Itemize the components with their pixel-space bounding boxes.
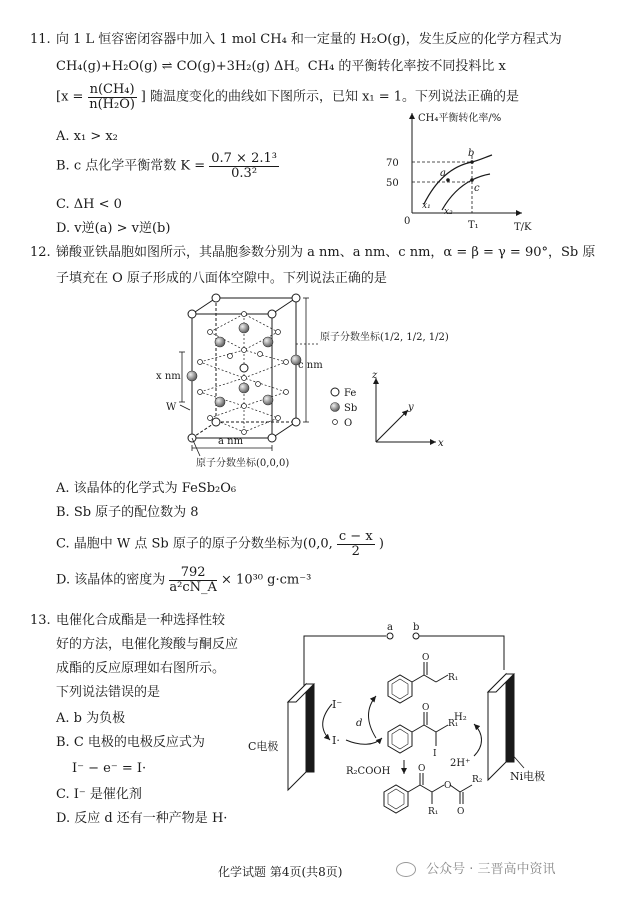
q12-coord-top: 原子分数坐标(1/2, 1/2, 1/2) (320, 332, 449, 343)
q12-option-b: B. Sb 原子的配位数为 8 (56, 505, 199, 520)
q12-option-d-unit: × 10³⁰ g·cm⁻³ (221, 572, 312, 588)
q12-c-label: c nm (298, 360, 323, 371)
q13-c-electrode-plate (288, 684, 314, 790)
q11-option-b (56, 152, 279, 180)
page-footer: 化学试题 第4页(共8页) (218, 865, 343, 879)
q13-option-c: C. I⁻ 是催化剂 (56, 787, 142, 802)
q13-iodine-radical: I· (332, 734, 340, 747)
q13-arrow-reduction (474, 724, 482, 756)
q13-c-electrode-label: C电极 (248, 740, 279, 753)
q13-ketone-r1: R₁ (448, 673, 459, 683)
q13-option-d: D. 反应 d 还有一种产物是 H· (56, 811, 228, 826)
q13-ester-carbonyl-oxygen: O (418, 764, 426, 774)
q11-equation: CH₄(g)+H₂O(g) ⇌ CO(g)+3H₂(g) ΔH。CH₄ 的平衡转化率按不同投料比 x (56, 59, 506, 74)
q11-stem-line1: 向 1 L 恒容密闭容器中加入 1 mol CH₄ 和一定量的 H₂O(g)，发生反应的化学方程式为 (56, 32, 562, 47)
q13-iodoketone-molecule (388, 712, 448, 753)
q13-terminal-a: a (387, 622, 393, 633)
q12-coordinate-axes (376, 378, 436, 442)
q11-label-x1: x₁ (422, 201, 431, 211)
q12-x-label: x nm (156, 371, 181, 382)
q11-label-a: a (440, 168, 446, 179)
q13-protons: 2H⁺ (450, 758, 471, 769)
q12-coord-bottom: 原子分数坐标(0,0,0) (196, 458, 290, 469)
q13-option-a: A. b 为负极 (56, 711, 126, 726)
q13-arrow-regenerate (369, 696, 377, 738)
q13-iodoketone-iodine: I (433, 749, 437, 759)
q11-point-c (470, 178, 474, 182)
q13-ni-electrode-label: Ni电极 (510, 770, 546, 783)
q13-option-b-equation: I⁻ − e⁻ = I· (72, 761, 147, 776)
q11-option-d: D. v逆(a) > v逆(b) (56, 221, 171, 236)
q11-ytick-70: 70 (386, 158, 399, 169)
q12-stem-line2: 子填充在 O 原子形成的八面体空隙中。下列说法正确的是 (56, 271, 387, 286)
q13-number: 13. (30, 613, 51, 628)
q12-option-c (56, 530, 384, 558)
q13-terminal-b: b (413, 622, 420, 633)
q11-number: 11. (30, 32, 51, 47)
q12-axis-y: y (408, 402, 414, 413)
q13-hydrogen: H₂ (454, 712, 467, 723)
q13-terminal-b-icon (413, 633, 419, 639)
q13-ketone-molecule (388, 662, 448, 703)
q11-conversion-graph (380, 108, 540, 238)
q12-option-d-denominator: a²cN_A (169, 579, 217, 595)
q13-option-b: B. C 电极的电极反应式为 (56, 735, 205, 750)
q13-ni-electrode-plate (488, 674, 514, 780)
q11-ratio-denominator: n(H₂O) (89, 96, 135, 112)
q12-a-label: a nm (218, 436, 244, 447)
q12-w-label: W (166, 402, 177, 413)
q12-legend-fe-icon (331, 388, 339, 396)
q11-xtick-t1: T₁ (468, 220, 479, 231)
q12-option-d-numerator: 792 (169, 566, 217, 581)
q12-option-d-text: D. 该晶体的密度为 (56, 572, 166, 588)
q13-stem-line3: 成酯的反应原理如右图所示。 (56, 661, 226, 676)
q11-ratio-suffix: ] 随温度变化的曲线如下图所示，已知 x₁ = 1。下列说法正确的是 (140, 89, 520, 105)
q13-ester-acyl-oxygen: O (457, 807, 465, 817)
q11-option-a: A. x₁ > x₂ (56, 129, 118, 144)
q11-label-b: b (468, 148, 475, 159)
q11-point-b (470, 160, 474, 164)
q11-y-axis-label: CH₄平衡转化率/% (418, 113, 502, 124)
q13-electrolysis-figure (248, 622, 588, 822)
q11-point-a (446, 178, 450, 182)
watermark (396, 862, 556, 877)
q12-option-c-text: C. 晶胞中 W 点 Sb 原子的原子分数坐标为(0,0, (56, 536, 333, 552)
watermark-text: 公众号 · 三晋高中资讯 (426, 862, 556, 877)
q12-option-d-fraction (169, 566, 217, 594)
q13-iodoketone-oxygen: O (422, 703, 430, 713)
q12-crystal-cell-figure (156, 292, 480, 472)
q12-option-a: A. 该晶体的化学式为 FeSb₂O₆ (56, 481, 237, 496)
q13-stem-line1: 电催化合成酯是一种选择性较 (56, 613, 226, 628)
q11-ytick-50: 50 (386, 178, 399, 189)
q12-axis-z: z (372, 370, 378, 381)
q13-ketone-oxygen: O (422, 653, 430, 663)
q12-legend-sb-icon (331, 403, 340, 412)
q11-label-x2: x₂ (444, 207, 453, 217)
q13-ester-r2: R₂ (472, 775, 483, 785)
q12-stem-line1: 锑酸亚铁晶胞如图所示，其晶胞参数分别为 a nm、a nm、c nm，α = β = γ = 90°，Sb 原 (56, 245, 596, 260)
q11-option-c: C. ΔH < 0 (56, 197, 122, 212)
q12-option-c-close: ) (378, 536, 384, 552)
q11-label-c: c (474, 183, 480, 194)
q12-legend-o-icon (333, 420, 338, 425)
q13-iodoketone-r1: R₁ (448, 719, 459, 729)
q13-ester-r1: R₁ (428, 807, 439, 817)
q13-circuit-wires (304, 636, 504, 690)
q13-acid: R₂COOH (346, 766, 391, 777)
q11-ratio-prefix: [x = (56, 89, 84, 105)
q11-x-axis-label: T/K (514, 222, 532, 233)
wechat-icon (396, 862, 416, 877)
q11-option-b-denominator: 0.3² (231, 165, 258, 181)
q13-stem-line4: 下列说法错误的是 (56, 685, 161, 700)
q12-legend-sb: Sb (344, 403, 358, 414)
q12-legend-o: O (344, 418, 353, 429)
q13-arrow-reaction (346, 738, 382, 744)
q12-option-c-fraction (337, 530, 375, 558)
q12-axis-x: x (438, 438, 444, 449)
q13-iodide: I⁻ (332, 698, 343, 711)
q11-option-b-numerator: 0.7 × 2.1³ (211, 151, 277, 166)
q12-legend-fe: Fe (344, 388, 357, 399)
q13-stem-line2: 好的方法，电催化羧酸与酮反应 (56, 637, 239, 652)
q12-number: 12. (30, 245, 51, 260)
q13-ester-link-oxygen: O (444, 781, 452, 791)
q13-arrow-oxidation (323, 704, 332, 740)
q11-origin: 0 (404, 216, 411, 227)
q13-step-d: d (356, 718, 363, 729)
q11-option-b-text: B. c 点化学平衡常数 K = (56, 158, 206, 174)
q13-terminal-a-icon (387, 633, 393, 639)
q11-option-b-fraction (209, 152, 279, 180)
q12-option-c-numerator: c − x (338, 529, 373, 544)
q12-option-c-denominator: 2 (351, 543, 360, 559)
q11-ratio-numerator: n(CH₄) (89, 82, 135, 97)
q11-ratio-fraction (88, 83, 137, 111)
q12-option-d (56, 566, 311, 594)
q12-dimension-markers (179, 298, 318, 456)
